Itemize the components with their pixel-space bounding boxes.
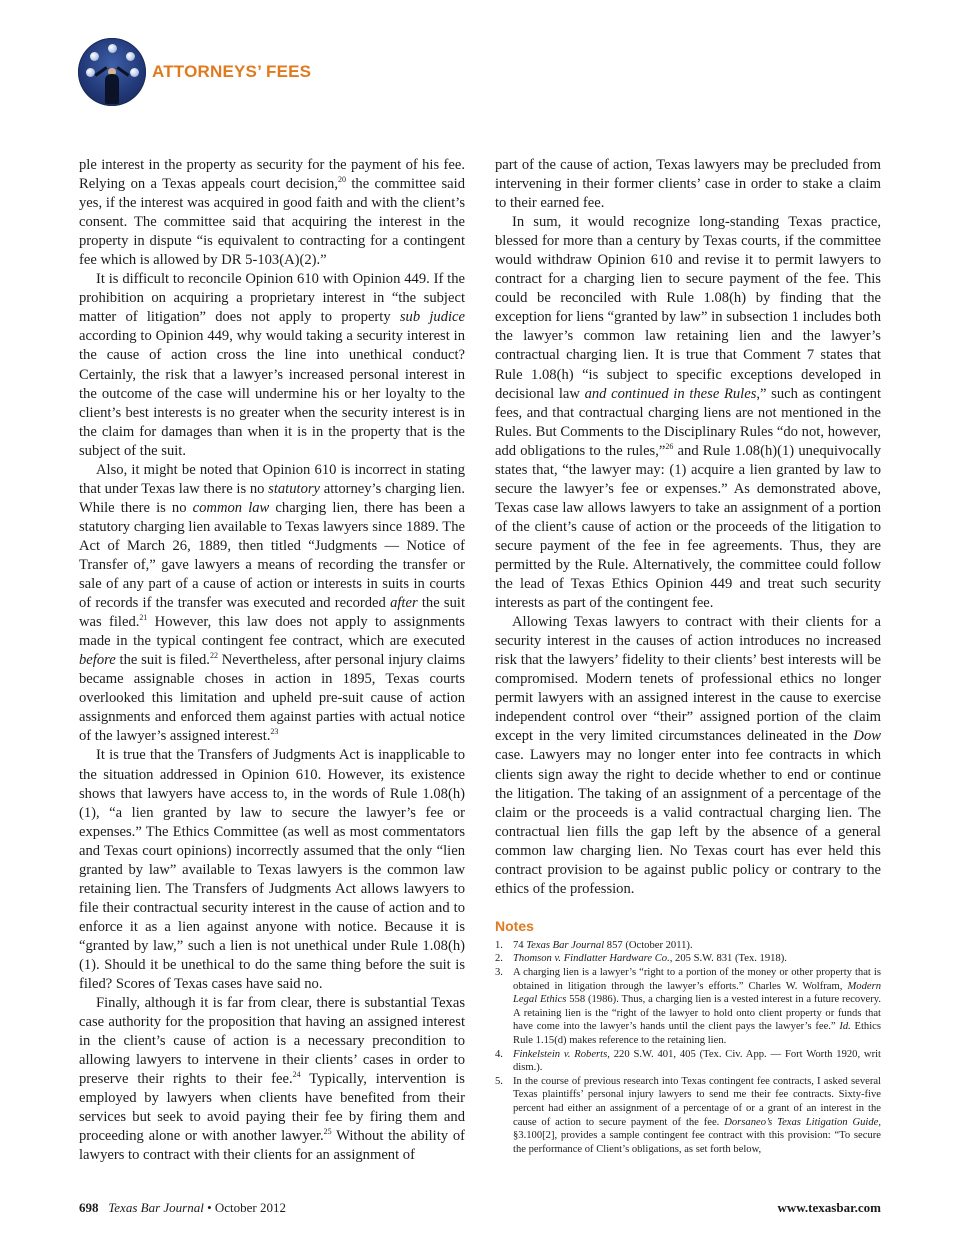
note-item: 2. Thomson v. Findlatter Hardware Co., 205 S.W. 831 (Tex. 1918). [495, 953, 787, 965]
publication-name: Texas Bar Journal [108, 1200, 204, 1215]
page-number: 698 [79, 1200, 99, 1215]
left-column [79, 156, 465, 1165]
page-header [78, 38, 478, 108]
body-paragraph: It is difficult to reconcile Opinion 610 with Opinion 449. If the prohibition on acquiring a proprietary interest in “the subject matter of litigation” does not apply to property sub judice according to Opinion 449, why would taking a security interest in the cause of action cross the line into unethical conduct? Certainly, the risk that a lawyer’s increased personal interest in the outcome of the case will undermine his or her loyalty to the client’s best interests is no greater when the security interest is in the claim for damages than when it is in the property that is the subject of the suit. [79, 271, 465, 459]
right-column [495, 156, 881, 1156]
body-paragraph: It is true that the Transfers of Judgments Act is inapplicable to the situation addressed in Opinion 610. However, its existence shows that lawyers have access to, in the words of Rule 1.08(h)(1), “a lien granted by law to secure the lawyer’s fee or expenses.” The Ethics Committee (as well as most commentators and Texas court opinions) incorrectly assumed that the only “lien granted by law” available to Texas lawyers is the common law retaining lien. The Transfers of Judgments Act allows lawyers to file their contractual security interest in the cause of action and to enforce it as a lien against anyone with notice. Because it is “granted by law,” such a lien is not unethical under Rule 1.08(h)(1). Should it be unethical to do the same thing before the suit is filed? Scores of Texas cases have said no. [79, 747, 465, 993]
body-paragraph: ple interest in the property as security for the payment of his fee. Relying on a Texas appeals court decision,$^{20}$ the committee said yes, if the interest was acquired in good faith and with the client’s consent. The committee said that acquiring the interest in the property in dispute “is equivalent to contracting for a contingent fee which is allowed by DR 5-103(A)(2).” [79, 157, 465, 269]
note-item: 1. 74 Texas Bar Journal 857 (October 2011). [495, 939, 693, 951]
website-link[interactable]: www.texasbar.com [777, 1200, 881, 1215]
page-footer [79, 1200, 881, 1220]
section-logo-icon [78, 38, 146, 106]
section-title: ATTORNEYS’ FEES [152, 62, 312, 81]
notes-list [495, 939, 881, 1157]
issue-date: October 2012 [214, 1200, 287, 1215]
body-paragraph: Also, it might be noted that Opinion 610 is incorrect in stating that under Texas law there is no statutory attorney’s charging lien. While there is no common law charging lien, there has been a statutory charging lien available to Texas lawyers since 1889. The Act of March 26, 1889, then titled “Judgments — Notice of Transfer of,” gave lawyers a means of recording the transfer or sale of any part of a cause of action or interests in suits in courts of records if the transfer was executed and recorded after the suit was filed.$^{21}$ However, this law does not apply to assignments made in the typical contingent fee contract, which are executed before the suit is filed.$^{22}$ Nevertheless, after personal injury claims became assignable choses in action in 1895, Texas courts overlooked this limitation and upheld pre-suit cause of action assignments and enforced them against parties with actual notice of the lawyer’s assigned interest.$^{23}$ [79, 461, 465, 745]
note-item: 3. A charging lien is a lawyer’s “right to a portion of the money or other property that is obtained in litigation through the lawyer’s efforts.” Charles W. Wolfram, Modern Legal Ethics 558 (1986). Thus, a charging lien is a vested interest in a future recovery. A retaining lien is the “right of the lawyer to hold onto client property or funds that have come into the lawyer’s hands until the client pays the lawyer’s fee.” Id. Ethics Rule 1.15(d) makes reference to the retaining lien. [495, 967, 881, 1047]
footer-separator: • [207, 1200, 212, 1215]
notes-heading: Notes [495, 917, 534, 934]
note-item: 5. In the course of previous research into Texas contingent fee contracts, I asked several Texas plaintiffs’ personal injury lawyers to send me their fee contracts. Sixty-five percent had either an assignment of a percentage of or a grant of an interest in the cause of action to secure payment of the fee. Dorsaneo’s Texas Litigation Guide, §3.100[2], provides a sample contingent fee contract with this provision: “To secure the performance of Client’s obligations, as set forth below, [495, 1075, 881, 1155]
body-paragraph: In sum, it would recognize long-standing Texas practice, blessed for more than a century by Texas courts, if the committee would withdraw Opinion 610 and revise it to permit lawyers to contract for a charging lien to secure payment of the fee. This could be reconciled with Rule 1.08(h) by finding that the exception for liens “granted by law” in subsection 1 includes both the lawyer’s common law retaining lien and the lawyer’s contractual charging lien. It is true that Comment 7 states that Rule 1.08(h) “is subject to specific exceptions developed in decisional law and continued in these Rules,” such as contingent fees, and that contractual charging liens are not mentioned in the Rules. But Comments to the Disciplinary Rules “do not, however, add obligations to the rules,”$^{26}$ and Rule 1.08(h)(1) unequivocally states that, “the lawyer may: (1) acquire a lien granted by law to secure the lawyer’s fee or expenses.” As demonstrated above, Texas case law allows lawyers to take an assignment of a portion of the client’s cause of action or the proceeds of the litigation to secure payment of the fee in fee agreements. Thus, they are permitted by the Rule. Alternatively, the committee could follow the lead of Texas Ethics Opinion 449 and treat such security interests as part of the contingent fee. [495, 214, 881, 612]
body-paragraph: Finally, although it is far from clear, there is substantial Texas case authority for the proposition that having an assigned interest in the client’s cause of action is a necessary precondition to allowing lawyers to intervene in their clients’ cases in order to preserve their rights to their fee.$^{24}$ Typically, intervention is employed by lawyers when clients have benefited from their services but seek to avoid paying their fee by firing them and proceeding alone or with another lawyer.$^{25}$ Without the ability of lawyers to contract with their clients for an assignment of [79, 995, 465, 1164]
body-paragraph: part of the cause of action, Texas lawyers may be precluded from intervening in their former clients’ case in order to stake a claim to their earned fee. [495, 157, 881, 212]
note-item: 4. Finkelstein v. Roberts, 220 S.W. 401, 405 (Tex. Civ. App. — Fort Worth 1920, writ dism.). [495, 1048, 882, 1074]
footer-citation [79, 1200, 286, 1216]
body-paragraph: Allowing Texas lawyers to contract with their clients for a security interest in the causes of action introduces no increased risk that the lawyers’ fidelity to their clients’ best interests will be compromised. Modern tenets of professional ethics no longer permit lawyers with an assigned interest in the cause to exercise independent control over “their” assigned portion of the claim except in the very limited circumstances delineated in the Dow case. Lawyers may no longer enter into fee contracts in which clients sign away the right to decide whether to end or continue the litigation. The taking of an assignment of a percentage of the claim or the proceeds is a valid contractual charging lien. The contractual lien fills the gap left by the absence of a general common law charging lien. No Texas court has ever held this contract provision to be against public policy or contrary to the ethics of the profession. [495, 614, 881, 897]
